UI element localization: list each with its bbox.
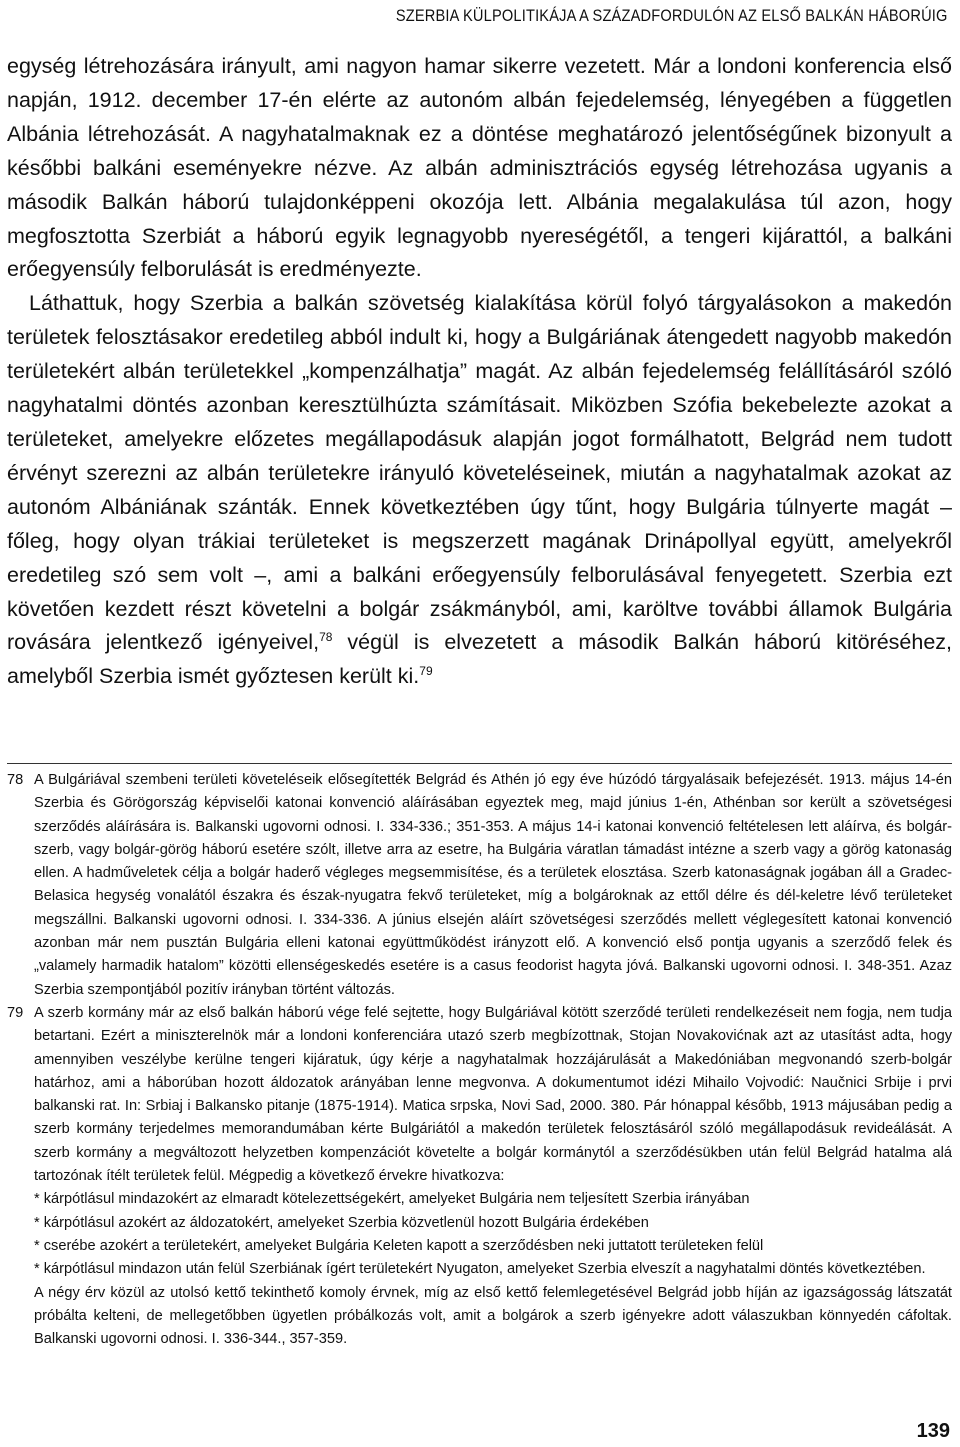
running-header: SZERBIA KÜLPOLITIKÁJA A SZÁZADFORDULÓN AZ ELSŐ BALKÁN HÁBORÚIG [396,6,948,25]
footnote-bullet: * cserébe azokért a területekért, amelyeket Bulgária Keleten kapott a szerződésben neki juttatott területeken felül [34,1237,764,1254]
footnote-bullet: * kárpótlásul mindazokért az elmaradt kötelezettségekért, amelyeket Bulgária nem teljesített Szerbia irányában [34,1191,750,1208]
footnote-bullet: * kárpótlásul mindazon után felül Szerbiának ígért területekért Nyugaton, amelyeket Szerbia elveszít a nagyhatalmi döntés következtében. [34,1261,926,1278]
footnote-79 [7,1002,952,1351]
footnote-number: 78 [7,772,24,788]
page-number: 139 [916,1420,950,1442]
footnote-number: 79 [7,1004,24,1021]
footnote-text: A Bulgáriával szembeni területi követeléseik elősegítették Belgrád és Athén jó egy éve húzódó tárgyalásaik befejezését. 1913. május 14-én Szerbia és Görögország képviselői katonai konvenció aláírásában egyeztek meg, majd június 1-én, Athénban sor került a szövetségesi szerződés aláírására is. Balkanski ugovorni odnosi. I. 334-336.; 351-353. A május 14-i katonai konvenció feltételesen lett aláírva, és bolgár-szerb, vagy bolgár-görög háború esetére szólt, illetve arra az esetre, ha Bulgária váratlan támadást intézne a szerb vagy a görög katonaság ellen. A hadműveletek célja a bolgár haderő végleges megsemmisítése, és a területek elosztása. Szerb katonaságnak jogában áll a Gradec-Belasica hegység vonalától északra és észak-nyugatra fekvő területeket, míg a bolgároknak az ettől délre és dél-keletre lévő területeket megszállni. Balkanski ugovorni odnosi. I. 334-336. A június elsején aláírt szövetségesi szerződés mellett véglegesített katonai konvenció azonban már nem pusztán Bulgária elleni katonai együttműködést irányzott elő. A konvenció első pontja ugyanis a szerződő felek és „valamely harmadik hatalom” közötti ellenségeskedés esetére is a casus feodorist hagyta jóvá. Balkanski ugovorni odnosi. I. 348-351. Azaz Szerbia szempontjából pozitív irányban történt változás. [34,772,952,998]
paragraph-text: Láthattuk, hogy Szerbia a balkán szövetség kialakítása körül folyó tárgyalásokon a makedón területek felosztásakor eredetileg abból indult ki, hogy a Bulgáriának átengedett nagyobb makedón területekért albán területekkel „kompenzálhatja” magát. Az albán fejedelemség felállításáról szóló nagyhatalmi döntés azonban keresztülhúzta számításait. Miközben Szófia bekebelezte azokat a területeket, amelyekre előzetes megállapodásuk alapján jogot formálhatott, Belgrád nem tudott érvényt szerezni az albán területekre irányuló követeléseinek, miután a nagyhatalmak azokat az autonóm Albániának szánták. Ennek következtében úgy tűnt, hogy Bulgária túlnyerte magát – főleg, hogy olyan trákiai területeket is megszerzett magának Drinápollyal együtt, amelyekről eredetileg szó sem volt –, ami a balkáni erőegyensúly felborulásával fenyegetett. Szerbia ezt követően kezdett részt követelni a bolgár zsákmányból, ami, karöltve további államok Bulgária rovására jelentkező igényeivel, [7,291,952,655]
footnote-78 [7,769,952,1002]
footnote-reference-78[interactable]: 78 [319,630,333,645]
paragraph: egység létrehozására irányult, ami nagyon hamar sikerre vezetett. Már a londoni konferencia első napján, 1912. december 17-én elérte az autonóm albán fejedelemség, lényegében a független Albánia létrehozását. A nagyhatalmaknak ez a döntése meghatározó jelentőségűnek bizonyult a későbbi balkáni eseményekre nézve. Az albán adminisztrációs egység létrehozása ugyanis a második Balkán háború tulajdonképpeni okozója lett. Albánia megalakulása túl azon, hogy megfosztotta Szerbiát a háború egyik legnagyobb nyereségétől, a tengeri kijárattól, a balkáni erőegyensúly felborulását is eredményezte. [7,54,952,282]
footnote-bullet: * kárpótlásul azokért az áldozatokért, amelyeket Szerbia közvetlenül hozott Bulgária érdekében [34,1214,649,1231]
footnotes [7,769,952,1351]
paragraph [7,287,952,694]
footnote-reference-79[interactable]: 79 [419,664,433,679]
paragraph-text: végül is elvezetett a második Balkán háború kitöréséhez, amelyből Szerbia ismét győztesen került ki. [7,630,953,689]
footnote-text: A szerb kormány már az első balkán háború vége felé sejtette, hogy Bulgáriával kötött szerződé területi rendelkezéseit nem fogja, nem tudja betartani. Ezért a miniszterelnök már a londoni konferenciára utazó szerb megbízottnak, Stojan Novakovićnak azt az utasítást adta, hogy amennyiben veszélybe kerülne tengeri kijáratuk, úgy kérje a nagyhatalmak hozzájárulását a Makedóniában megvonandó szerb-bolgár határhoz, ami a háborúban hozott áldozatok arányában lenne megvonva. A dokumentumot idézi Mihailo Vojvodić: Naučnici Srbije i prvi balkanski rat. In: Srbiaj i Balkansko pitanje (1875-1914). Matica srpska, Novi Sad, 2000. 380. Pár hónappal később, 1913 májusában pedig a szerb kormány terjedelmes memorandumában kérte Bulgáriától a makedón területek felosztásáról szóló megállapodásuk revideálását. A szerb kormány a megváltozott helyzetben kompenzációt követelte a bolgár kormánytól a szerződésükben után felül Belgrád hatalma alá tartozónak ítélt területek felül. Mégpedig a következő érvekre hivatkozva: [34,1004,952,1185]
footnote-separator [7,763,952,764]
footnote-text: A négy érv közül az utolsó kettő tekinthető komoly érvnek, míg az első kettő felemlegetésével Belgrád jobb híján az igazságosság látszatát próbálta kelteni, de mellegetőbben ügyetlen próbálkozás volt, amit a bolgárok a szerb igényekre adott válaszukban könnyedén cáfoltak. Balkanski ugovorni odnosi. I. 336-344., 357-359. [34,1284,952,1348]
main-text [7,50,952,694]
